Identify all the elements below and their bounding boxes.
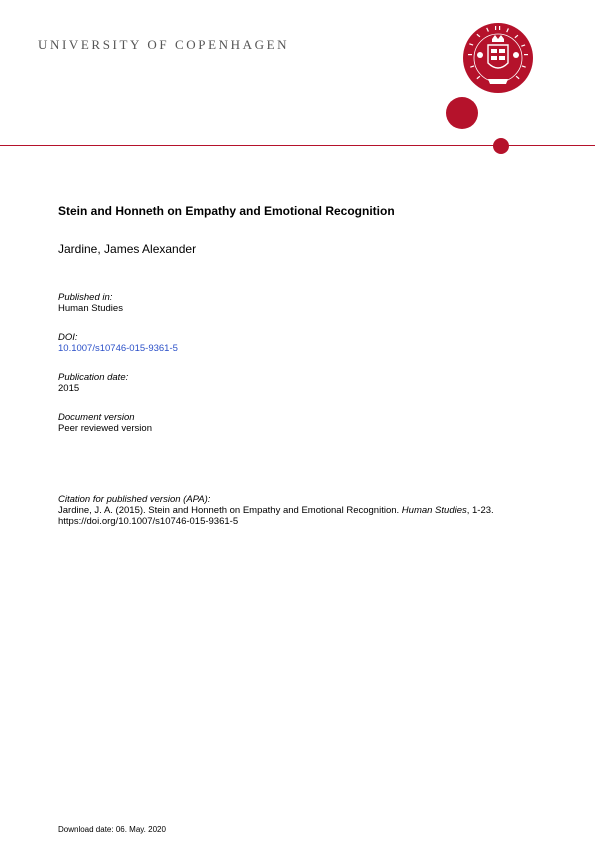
doi-link[interactable]: 10.1007/s10746-015-9361-5 bbox=[58, 343, 178, 354]
document-version-value: Peer reviewed version bbox=[58, 423, 152, 434]
citation-block bbox=[58, 494, 558, 527]
publication-date-field bbox=[58, 372, 128, 394]
university-seal-icon bbox=[462, 21, 534, 100]
citation-journal: Human Studies bbox=[401, 505, 467, 516]
university-name: UNIVERSITY OF COPENHAGEN bbox=[38, 37, 290, 52]
document-version-label: Document version bbox=[58, 412, 135, 423]
citation-text bbox=[58, 505, 558, 516]
citation-label: Citation for published version (APA): bbox=[58, 494, 211, 505]
published-in-value: Human Studies bbox=[58, 303, 123, 314]
citation-text-after: , 1-23. bbox=[466, 505, 494, 516]
paper-title: Stein and Honneth on Empathy and Emotional Recognition bbox=[58, 204, 395, 218]
download-date: Download date: 06. May. 2020 bbox=[58, 825, 166, 834]
publication-date-label: Publication date: bbox=[58, 372, 129, 383]
paper-author: Jardine, James Alexander bbox=[58, 242, 197, 256]
citation-url[interactable]: https://doi.org/10.1007/s10746-015-9361-5 bbox=[58, 516, 239, 527]
published-in-field bbox=[58, 292, 123, 314]
decorative-dot-small bbox=[493, 138, 509, 154]
citation-text-before: Jardine, J. A. (2015). Stein and Honneth on Empathy and Emotional Recognition. bbox=[58, 505, 402, 516]
decorative-dot-large bbox=[446, 97, 478, 129]
document-version-field bbox=[58, 412, 152, 434]
published-in-label: Published in: bbox=[58, 292, 113, 303]
doi-field bbox=[58, 332, 178, 354]
doi-label: DOI: bbox=[58, 332, 78, 343]
publication-date-value: 2015 bbox=[58, 383, 80, 394]
